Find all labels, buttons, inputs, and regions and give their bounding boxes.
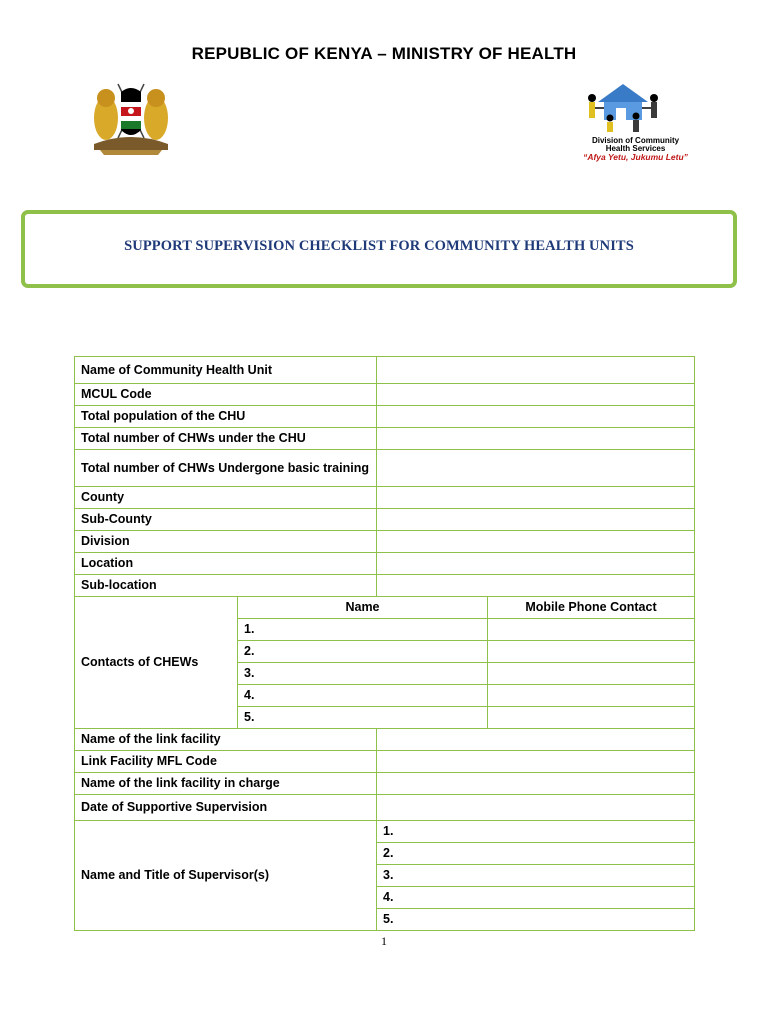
field-value-cell[interactable] xyxy=(377,384,695,406)
field-value-cell[interactable] xyxy=(377,450,695,487)
field-label: Name of the link facility in charge xyxy=(75,773,377,795)
community-health-house-icon xyxy=(568,78,703,134)
chew-phone-cell[interactable] xyxy=(488,641,695,663)
field-value-cell[interactable] xyxy=(377,428,695,450)
table-row xyxy=(75,531,695,553)
field-value-cell[interactable] xyxy=(377,575,695,597)
field-value-cell[interactable] xyxy=(377,406,695,428)
field-label: Link Facility MFL Code xyxy=(75,751,377,773)
field-value-cell[interactable] xyxy=(377,357,695,384)
field-label: Name of Community Health Unit xyxy=(75,357,377,384)
chew-name-cell[interactable]: 5. xyxy=(238,707,488,729)
table-row xyxy=(75,795,695,821)
chew-name-cell[interactable]: 2. xyxy=(238,641,488,663)
dchs-logo xyxy=(568,78,703,170)
page-title: REPUBLIC OF KENYA – MINISTRY OF HEALTH xyxy=(191,44,577,63)
dchs-name-line2: Health Services xyxy=(605,144,666,153)
table-row xyxy=(75,597,695,619)
table-row xyxy=(75,773,695,795)
kenya-coat-of-arms-logo xyxy=(86,78,176,156)
supervisor-cell[interactable]: 4. xyxy=(377,887,695,909)
supervisors-label: Name and Title of Supervisor(s) xyxy=(75,821,377,931)
chew-name-cell[interactable]: 3. xyxy=(238,663,488,685)
field-label: Name of the link facility xyxy=(75,729,377,751)
table-row xyxy=(75,384,695,406)
dchs-name-line1: Division of Community xyxy=(591,136,680,145)
checklist-table xyxy=(74,356,695,931)
document-title-box xyxy=(21,210,737,288)
field-label: Division xyxy=(75,531,377,553)
field-label: MCUL Code xyxy=(75,384,377,406)
table-row xyxy=(75,553,695,575)
table-row xyxy=(75,357,695,384)
field-label: County xyxy=(75,487,377,509)
dchs-motto: “Afya Yetu, Jukumu Letu” xyxy=(583,152,688,162)
table-row xyxy=(75,729,695,751)
field-value-cell[interactable] xyxy=(377,751,695,773)
table-row xyxy=(75,821,695,843)
chews-name-header: Name xyxy=(238,597,488,619)
field-label: Total population of the CHU xyxy=(75,406,377,428)
supervisor-cell[interactable]: 1. xyxy=(377,821,695,843)
field-label: Date of Supportive Supervision xyxy=(75,795,377,821)
table-row xyxy=(75,509,695,531)
table-row xyxy=(75,575,695,597)
supervisor-cell[interactable]: 5. xyxy=(377,909,695,931)
field-label: Total number of CHWs under the CHU xyxy=(75,428,377,450)
chew-name-cell[interactable]: 4. xyxy=(238,685,488,707)
chew-phone-cell[interactable] xyxy=(488,663,695,685)
supervisor-cell[interactable]: 2. xyxy=(377,843,695,865)
chews-label: Contacts of CHEWs xyxy=(75,597,238,729)
field-label: Location xyxy=(75,553,377,575)
table-row xyxy=(75,751,695,773)
chews-phone-header: Mobile Phone Contact xyxy=(488,597,695,619)
table-row xyxy=(75,450,695,487)
field-value-cell[interactable] xyxy=(377,531,695,553)
field-label: Sub-County xyxy=(75,509,377,531)
field-value-cell[interactable] xyxy=(377,729,695,751)
supervisor-cell[interactable]: 3. xyxy=(377,865,695,887)
table-row xyxy=(75,487,695,509)
field-label: Sub-location xyxy=(75,575,377,597)
document-title: SUPPORT SUPERVISION CHECKLIST FOR COMMUNITY HEALTH UNITS xyxy=(124,238,634,254)
field-value-cell[interactable] xyxy=(377,795,695,821)
chew-phone-cell[interactable] xyxy=(488,685,695,707)
field-value-cell[interactable] xyxy=(377,487,695,509)
field-label: Total number of CHWs Undergone basic training xyxy=(75,450,377,487)
field-value-cell[interactable] xyxy=(377,553,695,575)
table-row xyxy=(75,406,695,428)
chew-phone-cell[interactable] xyxy=(488,707,695,729)
chew-phone-cell[interactable] xyxy=(488,619,695,641)
chew-name-cell[interactable]: 1. xyxy=(238,619,488,641)
field-value-cell[interactable] xyxy=(377,509,695,531)
page-number: 1 xyxy=(381,934,387,948)
table-row xyxy=(75,428,695,450)
field-value-cell[interactable] xyxy=(377,773,695,795)
